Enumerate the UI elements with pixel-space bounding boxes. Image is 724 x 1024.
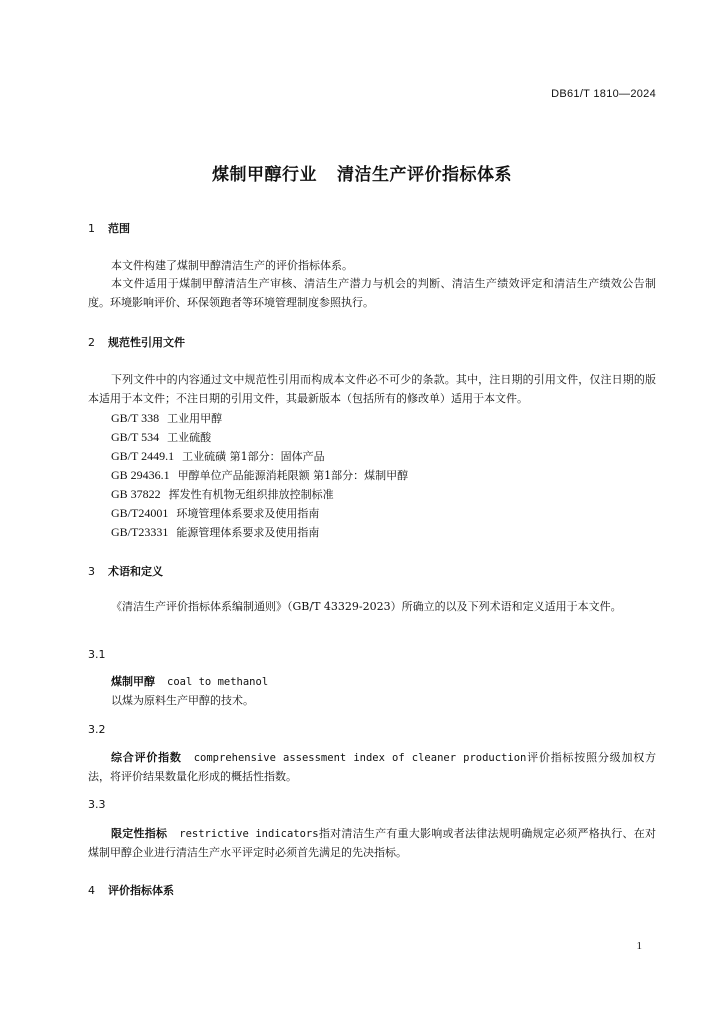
reference-name: 环境管理体系要求及使用指南 (176, 507, 320, 520)
section-2-intro: 下列文件中的内容通过文中规范性引用而构成本文件必不可少的条款。其中，注日期的引用文件，仅注日期的版本适用于本文件；不注日期的引用文件，其最新版本（包括所有的修改单）适用于本文件。 (88, 373, 656, 405)
term-definition: 评价指标按照分级加权方法，将评价结果数量化形成的概括性指数。 (88, 751, 657, 783)
reference-item (111, 485, 408, 504)
section-1-paragraph-2: 本文件适用于煤制甲醇清洁生产审核、清洁生产潜力与机会的判断、清洁生产绩效评定和清洁生产绩效公告制度。环境影响评价、环保领跑者等环境管理制度参照执行。 (88, 277, 656, 309)
reference-name: 甲醇单位产品能源消耗限额 第1部分：煤制甲醇 (177, 469, 409, 482)
term-entry (111, 673, 656, 692)
section-number: 1 (88, 222, 95, 235)
reference-code: GB/T 338 (111, 411, 160, 425)
reference-name: 工业硫酸 (167, 431, 212, 444)
reference-list (111, 409, 408, 542)
standard-code: DB61/T 1810—2024 (551, 88, 656, 100)
reference-item (111, 466, 408, 485)
clause-number: 3.2 (88, 723, 106, 736)
term-english: comprehensive assessment index of cleaner production (193, 752, 527, 764)
document-title (0, 160, 724, 185)
title-part-1: 煤制甲醇行业 (212, 165, 317, 185)
section-number: 2 (88, 336, 95, 349)
section-title: 规范性引用文件 (108, 336, 185, 349)
clause-number: 3.1 (88, 648, 106, 661)
page-number: 1 (636, 940, 642, 952)
reference-item (111, 447, 408, 466)
reference-item (111, 523, 408, 542)
section-3-intro: 《清洁生产评价指标体系编制通则》（GB/T 43329-2023）所确立的以及下列术语和定义适用于本文件。 (111, 600, 622, 613)
section-title: 范围 (108, 222, 130, 235)
term-entry (88, 749, 656, 786)
section-3-heading (88, 563, 163, 579)
section-4-heading (88, 882, 174, 898)
section-1-heading (88, 220, 130, 236)
section-1-paragraph-1: 本文件构建了煤制甲醇清洁生产的评价指标体系。 (111, 259, 353, 272)
reference-name: 工业用甲醇 (167, 412, 223, 425)
section-number: 4 (88, 884, 95, 897)
reference-code: GB/T24001 (111, 506, 169, 520)
term-chinese: 煤制甲醇 (111, 675, 155, 688)
section-title: 评价指标体系 (108, 884, 174, 897)
reference-item (111, 428, 408, 447)
title-part-2: 清洁生产评价指标体系 (337, 165, 512, 185)
reference-item (111, 504, 408, 523)
clause-number: 3.3 (88, 798, 106, 811)
term-chinese: 限定性指标 (111, 827, 168, 840)
reference-code: GB/T23331 (111, 525, 169, 539)
reference-code: GB/T 2449.1 (111, 449, 175, 463)
term-definition: 指对清洁生产有重大影响或者法律法规明确规定必须严格执行、在对煤制甲醇企业进行清洁生产水平评定时必须首先满足的先决指标。 (88, 827, 657, 859)
reference-name: 能源管理体系要求及使用指南 (176, 526, 320, 539)
reference-name: 工业硫磺 第1部分：固体产品 (182, 450, 325, 463)
reference-code: GB 37822 (111, 487, 161, 501)
term-definition: 以煤为原料生产甲醇的技术。 (111, 694, 254, 707)
reference-item (111, 409, 408, 428)
section-2-heading (88, 334, 185, 350)
reference-name: 挥发性有机物无组织排放控制标准 (168, 488, 334, 501)
section-title: 术语和定义 (108, 565, 163, 578)
section-number: 3 (88, 565, 95, 578)
reference-code: GB 29436.1 (111, 468, 170, 482)
term-english: coal to methanol (167, 676, 269, 688)
term-english: restrictive indicators (179, 828, 319, 840)
term-entry (88, 825, 656, 862)
term-chinese: 综合评价指数 (111, 751, 182, 764)
reference-code: GB/T 534 (111, 430, 160, 444)
